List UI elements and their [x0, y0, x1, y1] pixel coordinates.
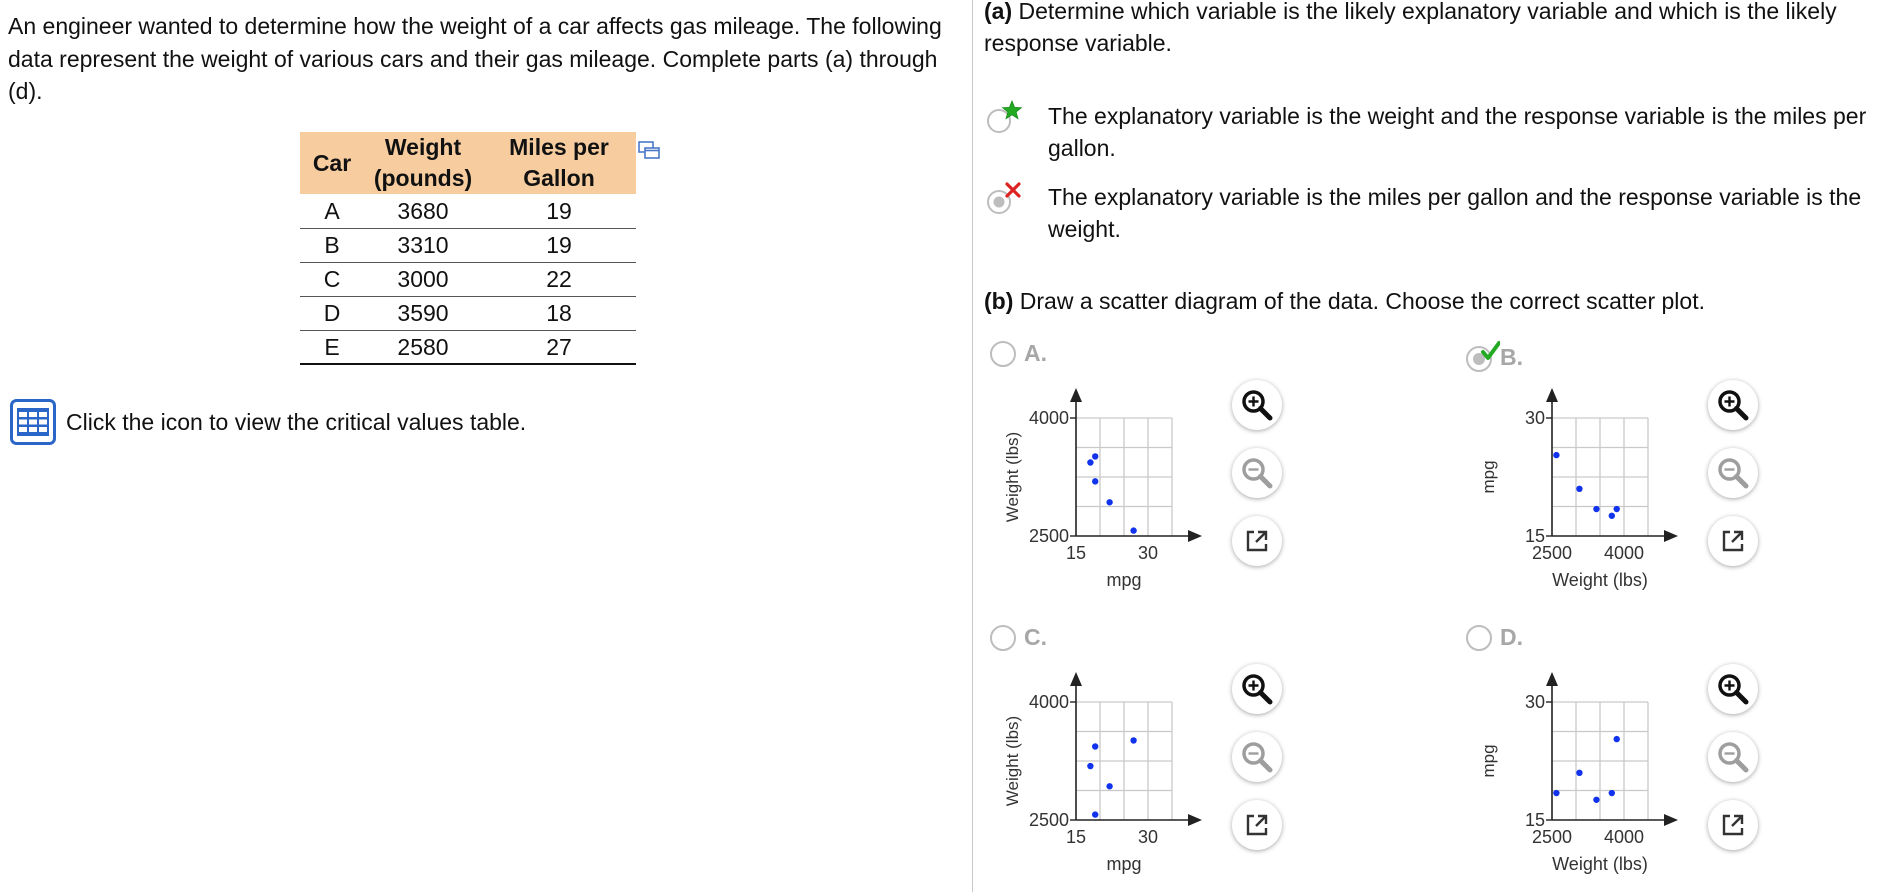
open-external-button[interactable]	[1232, 516, 1282, 566]
choice-d[interactable]	[1466, 624, 1523, 651]
data-point	[1576, 770, 1582, 776]
data-table	[300, 132, 636, 365]
x-tick-label: 2500	[1531, 827, 1573, 847]
open-external-button[interactable]	[1232, 800, 1282, 850]
y-tick-label: 2500	[1028, 810, 1069, 830]
x-tick-label: 2500	[1531, 543, 1573, 563]
x-axis-arrow	[1188, 530, 1202, 542]
zoom-in-icon	[1715, 387, 1751, 423]
data-point	[1092, 743, 1098, 749]
zoom-in-icon	[1715, 671, 1751, 707]
data-point	[1593, 797, 1599, 803]
x-axis-label: mpg	[1106, 854, 1142, 874]
table-icon[interactable]	[10, 399, 56, 445]
y-tick-label: 30	[1524, 408, 1545, 428]
popout-table-icon[interactable]	[638, 140, 662, 162]
correct-star-radio-icon	[986, 100, 1022, 136]
part-a-option-2[interactable]	[986, 181, 1900, 245]
x-tick-label: 15	[1065, 543, 1087, 563]
zoom-out-icon	[1239, 455, 1275, 491]
data-table-wrapper	[300, 132, 636, 365]
critical-values-row	[10, 399, 526, 445]
data-point	[1106, 499, 1112, 505]
table-header-mpg: Miles per Gallon	[482, 132, 636, 194]
y-axis-arrow	[1546, 388, 1558, 402]
y-tick-label: 4000	[1028, 692, 1069, 712]
part-b-question: (b) Draw a scatter diagram of the data. Choose the correct scatter plot.	[984, 288, 1705, 314]
zoom-in-button[interactable]	[1232, 664, 1282, 714]
table-row: D 3590 18	[300, 296, 636, 330]
x-tick-label: 30	[1137, 543, 1159, 563]
open-external-icon	[1241, 809, 1273, 841]
x-tick-label: 4000	[1603, 827, 1645, 847]
table-row: B 3310 19	[300, 228, 636, 262]
data-point	[1106, 783, 1112, 789]
scatter-plot-a	[984, 380, 1224, 600]
y-tick-label: 4000	[1028, 408, 1069, 428]
x-axis-arrow	[1664, 530, 1678, 542]
zoom-out-button[interactable]	[1708, 448, 1758, 498]
part-a-option-1[interactable]	[986, 100, 1900, 164]
choice-c-label: C.	[1024, 624, 1047, 650]
y-axis-label: mpg	[1479, 744, 1498, 778]
data-point	[1609, 790, 1615, 796]
table-header-car: Car	[300, 132, 364, 194]
zoom-out-icon	[1715, 739, 1751, 775]
zoom-in-button[interactable]	[1232, 380, 1282, 430]
y-axis-arrow	[1070, 388, 1082, 402]
x-tick-label: 15	[1065, 827, 1087, 847]
table-row: E 2580 27	[300, 330, 636, 364]
data-point	[1092, 811, 1098, 817]
y-axis-label: Weight (lbs)	[1003, 715, 1022, 807]
scatter-plot-c	[984, 664, 1224, 884]
x-axis-label: Weight (lbs)	[1552, 570, 1648, 590]
zoom-out-button[interactable]	[1232, 448, 1282, 498]
choice-a-radio[interactable]	[990, 341, 1016, 367]
problem-intro: An engineer wanted to determine how the weight of a car affects gas mileage. The following data represent the weight of various cars and their gas mileage. Complete parts (a) through (d).	[8, 13, 942, 104]
critical-values-link-text[interactable]: Click the icon to view the critical values table.	[66, 408, 527, 435]
y-tick-label: 2500	[1028, 526, 1069, 546]
zoom-out-icon	[1239, 739, 1275, 775]
scatter-plot-d	[1460, 664, 1700, 884]
y-axis-arrow	[1546, 672, 1558, 686]
x-tick-label: 30	[1137, 827, 1159, 847]
choice-b[interactable]	[1466, 340, 1523, 374]
data-point	[1553, 790, 1559, 796]
data-point	[1614, 506, 1620, 512]
scatter-plot-b	[1460, 380, 1700, 600]
zoom-in-button[interactable]	[1708, 664, 1758, 714]
x-axis-arrow	[1188, 814, 1202, 826]
data-point	[1553, 452, 1559, 458]
part-a-question: (a) Determine which variable is the likely explanatory variable and which is the likely response variable.	[984, 0, 1837, 56]
y-axis-label: Weight (lbs)	[1003, 431, 1022, 523]
choice-a[interactable]	[990, 340, 1047, 367]
y-tick-label: 15	[1524, 526, 1545, 546]
zoom-out-icon	[1715, 455, 1751, 491]
data-point	[1092, 478, 1098, 484]
x-axis-label: Weight (lbs)	[1552, 854, 1648, 874]
incorrect-x-radio-icon	[986, 181, 1022, 217]
y-tick-label: 15	[1524, 810, 1545, 830]
data-point	[1092, 453, 1098, 459]
y-axis-label: mpg	[1479, 460, 1498, 494]
zoom-in-icon	[1239, 387, 1275, 423]
data-point	[1130, 527, 1136, 533]
data-point	[1593, 506, 1599, 512]
choice-b-correct-check-icon[interactable]	[1466, 340, 1500, 374]
data-point	[1087, 459, 1093, 465]
questions-panel	[984, 0, 1900, 892]
y-axis-arrow	[1070, 672, 1082, 686]
part-a-option-1-text: The explanatory variable is the weight and the response variable is the miles per gallon.	[1048, 103, 1867, 161]
choice-a-label: A.	[1024, 340, 1047, 366]
choice-b-label: B.	[1500, 343, 1523, 370]
y-tick-label: 30	[1524, 692, 1545, 712]
zoom-in-button[interactable]	[1708, 380, 1758, 430]
zoom-out-button[interactable]	[1708, 732, 1758, 782]
part-a-option-2-text: The explanatory variable is the miles per gallon and the response variable is the weight.	[1048, 184, 1862, 242]
data-point	[1087, 763, 1093, 769]
x-tick-label: 4000	[1603, 543, 1645, 563]
choice-c[interactable]	[990, 624, 1047, 651]
choice-d-radio[interactable]	[1466, 625, 1492, 651]
data-point	[1609, 513, 1615, 519]
panel-divider	[972, 0, 973, 892]
open-external-icon	[1717, 809, 1749, 841]
data-point	[1576, 486, 1582, 492]
zoom-out-button[interactable]	[1232, 732, 1282, 782]
table-row: C 3000 22	[300, 262, 636, 296]
open-external-button[interactable]	[1708, 800, 1758, 850]
open-external-icon	[1241, 525, 1273, 557]
zoom-in-icon	[1239, 671, 1275, 707]
data-point	[1614, 736, 1620, 742]
table-row: A 3680 19	[300, 194, 636, 228]
open-external-icon	[1717, 525, 1749, 557]
open-external-button[interactable]	[1708, 516, 1758, 566]
x-axis-label: mpg	[1106, 570, 1142, 590]
choice-c-radio[interactable]	[990, 625, 1016, 651]
table-header-weight: Weight (pounds)	[364, 132, 482, 194]
choice-d-label: D.	[1500, 624, 1523, 650]
data-point	[1130, 737, 1136, 743]
x-axis-arrow	[1664, 814, 1678, 826]
